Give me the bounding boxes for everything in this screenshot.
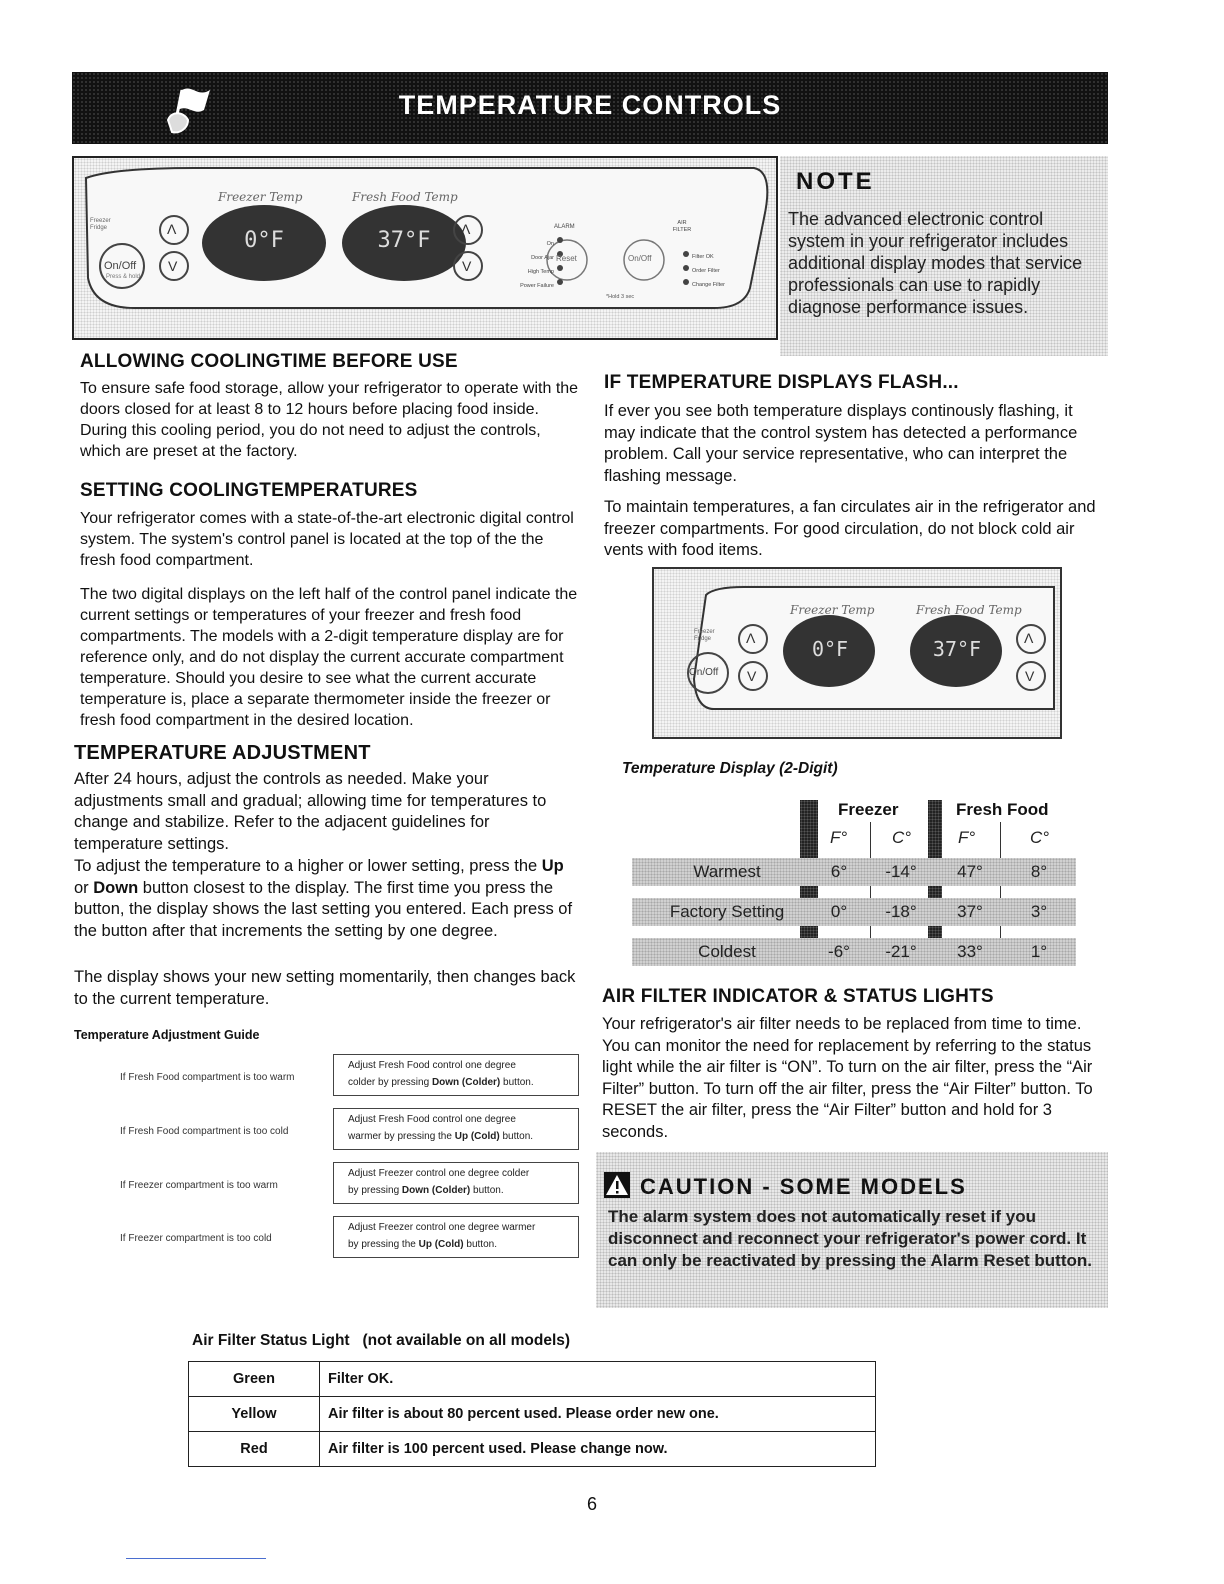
caution-title: CAUTION - SOME MODELS	[640, 1174, 967, 1199]
filter-light-label: Filter OK	[692, 254, 714, 260]
freezer-temp-label: Freezer Temp	[218, 190, 303, 204]
warning-icon	[604, 1172, 630, 1198]
table-cell: 0°	[830, 902, 848, 921]
guide-condition: If Fresh Food compartment is too warm	[120, 1072, 295, 1083]
freezer-down-button[interactable]: V	[747, 668, 757, 684]
filter-lights-list	[692, 250, 725, 292]
guide-action	[333, 1216, 579, 1258]
unit-header: C°	[1030, 828, 1050, 847]
guide-action-line	[348, 1074, 578, 1091]
table-cell: 47°	[957, 862, 983, 881]
text-run: button closest to the display. The first time you press the button, the display shows the last setting you entered. Each press of the button after that increments the setting by one degree.	[74, 878, 573, 940]
section-title-air-filter: AIR FILTER INDICATOR & STATUS LIGHTS	[602, 986, 994, 1007]
fresh-down-button[interactable]: V	[462, 258, 472, 274]
note-body: The advanced electronic control system in your refrigerator includes additional display modes that service professionals can use to rapidly diagnose performance issues.	[788, 209, 1083, 317]
displays-flash-body-2: To maintain temperatures, a fan circulates air in the refrigerator and freezer compartments. For good circulation, do not block cold air vents with food items.	[604, 498, 1096, 559]
fresh-temp-display: 37°F	[377, 228, 431, 253]
section-title-temp-adjustment: TEMPERATURE ADJUSTMENT	[74, 742, 371, 764]
table-cell: 6°	[830, 862, 848, 881]
fresh-up-button[interactable]: Λ	[461, 221, 471, 237]
unit-header: F°	[830, 828, 848, 847]
guide-condition: If Freezer compartment is too warm	[120, 1180, 278, 1191]
unit-header: C°	[892, 828, 912, 847]
page-number: 6	[586, 1494, 597, 1514]
status-description: Air filter is 100 percent used. Please change now.	[320, 1432, 876, 1467]
control-panel-illustration	[72, 156, 778, 340]
alarm-lights-list	[510, 237, 554, 293]
guide-action-line	[348, 1128, 578, 1145]
alarm-light-label: Door Ajar	[531, 255, 554, 261]
table-row	[632, 938, 1076, 966]
fresh-down-button[interactable]: V	[1025, 668, 1035, 684]
button-keyword: Down (Colder)	[401, 1185, 471, 1196]
text-run: To adjust the temperature to a higher or lower setting, press the	[74, 857, 542, 875]
guide-action-line	[348, 1182, 578, 1199]
guide-action-line	[348, 1236, 578, 1253]
unit-header: F°	[958, 828, 976, 847]
status-description: Air filter is about 80 percent used. Please order new one.	[320, 1397, 876, 1432]
caution-callout	[596, 1152, 1108, 1308]
air-filter-body: Your refrigerator's air filter needs to be replaced from time to time. You can monitor the need for replacement by referring to the status light while the air filter is “ON”. To turn on the air filter, press the “Air Filter” button. To turn off the air filter, press the “Air Filter” button. To RESET the air filter, press the “Air Filter” button and hold for 3 seconds.	[602, 1015, 1093, 1141]
footer-rule	[126, 1558, 266, 1559]
freezer-down-button[interactable]: V	[168, 258, 178, 274]
fresh-up-button[interactable]: Λ	[1024, 630, 1034, 646]
text-run: button.	[463, 1239, 497, 1250]
filter-light-label: Change Filter	[692, 282, 726, 288]
alarm-light-label: Power Failure	[520, 283, 554, 289]
air-filter-on-off-button[interactable]: On/Off	[628, 254, 652, 263]
fresh-temp-display: 37°F	[932, 637, 982, 661]
text-run: by pressing	[348, 1185, 402, 1196]
table-cell: 33°	[957, 942, 983, 961]
section-title-setting-temps: SETTING COOLINGTEMPERATURES	[80, 480, 418, 501]
two-digit-caption: Temperature Display (2-Digit)	[622, 760, 838, 777]
guide-action-line: Adjust Fresh Food control one degree	[348, 1114, 516, 1125]
setting-label: Factory Setting	[669, 902, 785, 921]
table-row	[632, 858, 1076, 886]
displays-flash-body-1: If ever you see both temperature displays continously flashing, it may indicate that the control system has detected a performance problem. Call your service representative, who can interpret the flashing message.	[604, 402, 1078, 485]
table-row	[189, 1432, 876, 1467]
status-color: Green	[189, 1362, 320, 1397]
allowing-cooling-body: To ensure safe food storage, allow your refrigerator to operate with the doors closed for at least 8 to 12 hours before placing food inside. During this cooling period, you do not need to adjust the controls, which are preset at the factory.	[80, 380, 579, 460]
freezer-temp-display: 0°F	[244, 228, 284, 253]
section-title-allowing-cooling: ALLOWING COOLINGTIME BEFORE USE	[80, 351, 458, 372]
temp-adjustment-body-2	[74, 856, 582, 942]
fresh-food-temp-label: Fresh Food Temp	[352, 190, 458, 204]
air-filter-header: AIR FILTER	[672, 220, 692, 233]
button-keyword: Up (Cold)	[418, 1239, 464, 1250]
alarm-light-label: High Temp	[527, 269, 554, 275]
freezer-up-button[interactable]: Λ	[167, 221, 177, 237]
table-cell: -18°	[885, 902, 917, 921]
guide-action	[333, 1054, 579, 1096]
text-run: button.	[470, 1185, 504, 1196]
press-hold-label: Press & hold	[106, 274, 141, 280]
guide-action-line: Adjust Fresh Food control one degree	[348, 1060, 516, 1071]
status-color: Red	[189, 1432, 320, 1467]
note-callout	[780, 156, 1108, 356]
page-title: TEMPERATURE CONTROLS	[398, 90, 782, 120]
setting-temps-body-1: Your refrigerator comes with a state-of-the-art electronic digital control system. The system's control panel is located at the top of the the fresh food compartment.	[80, 510, 574, 569]
on-off-button[interactable]: On/Off	[689, 667, 719, 678]
table-row	[189, 1397, 876, 1432]
filter-table-title: Air Filter Status Light (not available on all models)	[192, 1332, 571, 1349]
text-run: by pressing the	[348, 1239, 419, 1250]
table-cell: 1°	[1030, 942, 1048, 961]
alarm-header: ALARM	[554, 224, 575, 230]
table-cell: 3°	[1030, 902, 1048, 921]
guide-action-line: Adjust Freezer control one degree warmer	[348, 1222, 536, 1233]
text-run: or	[74, 878, 94, 897]
up-keyword: Up	[541, 857, 564, 875]
table-cell: 8°	[1030, 862, 1048, 881]
section-title-displays-flash: IF TEMPERATURE DISPLAYS FLASH...	[604, 372, 959, 393]
alarm-light-label: On	[546, 241, 554, 247]
text-run: button.	[499, 1131, 534, 1142]
guide-condition: If Fresh Food compartment is too cold	[120, 1126, 289, 1137]
note-title: NOTE	[796, 168, 875, 195]
freezer-temp-label: Freezer Temp	[790, 603, 875, 617]
table-cell: -14°	[885, 862, 917, 881]
freezer-fridge-label: Freezer Fridge	[90, 218, 111, 231]
setting-temps-body-2: The two digital displays on the left half of the control panel indicate the current settings or temperatures of your freezer and fresh food compartments. The models with a 2-digit temperature display are for reference only, and do not display the current accurate compartment temperature. Should you desire to see what the current accurate temperature is, place a separate thermometer inside the freezer or fresh food compartment in the desired location.	[80, 586, 578, 729]
setting-label: Warmest	[693, 862, 761, 881]
temp-adjustment-body-1: After 24 hours, adjust the controls as needed. Make your adjustments small and gradual; allowing time for temperatures to change and stabilize. Refer to the adjacent guidelines for temperature settings.	[74, 770, 547, 853]
guide-condition: If Freezer compartment is too cold	[120, 1233, 272, 1244]
on-off-button[interactable]: On/Off	[104, 260, 137, 272]
temp-adjustment-body-3: The display shows your new setting momentarily, then changes back to the current temperature.	[74, 968, 576, 1008]
down-keyword: Down	[93, 878, 139, 897]
guide-action	[333, 1162, 579, 1204]
button-keyword: Up (Cold)	[454, 1131, 500, 1142]
status-description: Filter OK.	[320, 1362, 876, 1397]
two-digit-panel-outline	[654, 569, 1060, 737]
setting-label: Coldest	[698, 942, 756, 961]
caution-body: The alarm system does not automatically reset if you disconnect and reconnect your refrigerator's power cord. It can only be reactivated by pressing the Alarm Reset button.	[608, 1207, 1092, 1270]
text-run: colder by pressing	[348, 1077, 432, 1088]
fresh-food-temp-label: Fresh Food Temp	[916, 603, 1022, 617]
status-color: Yellow	[189, 1397, 320, 1432]
guide-action-line: Adjust Freezer control one degree colder	[348, 1168, 530, 1179]
freezer-column-header: Freezer	[838, 800, 899, 819]
freezer-up-button[interactable]: Λ	[746, 630, 756, 646]
text-run: warmer by pressing the	[348, 1131, 455, 1142]
two-digit-display-illustration	[652, 567, 1062, 739]
page-header-banner	[72, 72, 1108, 144]
freezer-fridge-label: Freezer Fridge	[694, 629, 715, 642]
freezer-temp-display: 0°F	[811, 637, 849, 661]
table-row	[189, 1362, 876, 1397]
alarm-reset-button[interactable]: Reset	[556, 254, 577, 263]
text-run: button.	[500, 1077, 534, 1088]
air-filter-status-table	[188, 1361, 876, 1467]
filter-light-label: Order Filter	[692, 268, 720, 274]
table-cell: 37°	[957, 902, 983, 921]
hold-note: *Hold 3 sec	[606, 294, 635, 300]
guide-action	[333, 1108, 579, 1150]
table-cell: -6°	[828, 942, 850, 961]
table-row	[632, 898, 1076, 926]
adjustment-guide-title: Temperature Adjustment Guide	[74, 1028, 260, 1042]
button-keyword: Down (Colder)	[431, 1077, 501, 1088]
fresh-food-column-header: Fresh Food	[956, 800, 1049, 819]
table-cell: -21°	[885, 942, 917, 961]
